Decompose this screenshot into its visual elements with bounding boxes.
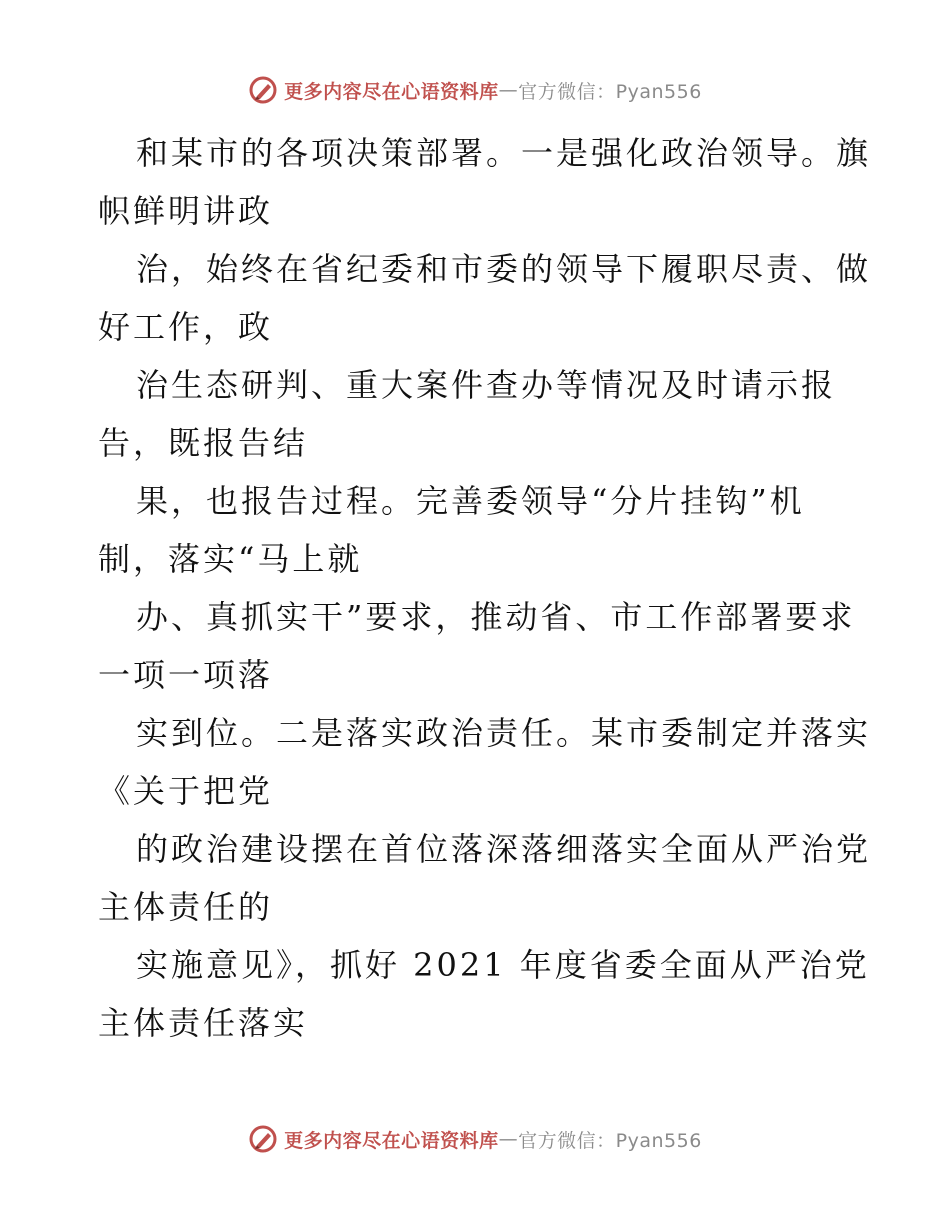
header-watermark	[0, 70, 950, 110]
text-line-continuation: 告，既报告结	[98, 424, 309, 462]
text-line: 和某市的各项决策部署。一是强化政治领导。旗	[136, 134, 872, 172]
pen-circle-icon	[248, 75, 278, 105]
text-line: 治生态研判、重大案件查办等情况及时请示报	[136, 366, 837, 404]
watermark-brand-text: 更多内容尽在心语资料库	[284, 1129, 499, 1152]
watermark-contact-text: 官方微信：Pyan556	[518, 80, 702, 103]
watermark-contact-text: 官方微信：Pyan556	[518, 1129, 702, 1152]
text-line-continuation: 好工作，政	[98, 308, 274, 346]
pen-circle-icon	[248, 1124, 278, 1154]
text-line: 办、真抓实干”要求，推动省、市工作部署要求	[136, 598, 856, 636]
text-line-continuation: 《关于把党	[98, 772, 274, 810]
text-line: 治，始终在省纪委和市委的领导下履职尽责、做	[136, 250, 872, 288]
text-line-continuation: 帜鲜明讲政	[98, 192, 274, 230]
document-body	[98, 124, 872, 1052]
text-line: 实施意见》，抓好 2021 年度省委全面从严治党	[136, 946, 870, 984]
watermark-dash: —	[498, 1128, 519, 1150]
text-line-continuation: 一项一项落	[98, 656, 274, 694]
footer-watermark	[0, 1119, 950, 1159]
text-line: 实到位。二是落实政治责任。某市委制定并落实	[136, 714, 872, 752]
watermark-brand-text: 更多内容尽在心语资料库	[284, 80, 499, 103]
text-line: 果，也报告过程。完善委领导“分片挂钩”机	[136, 482, 805, 520]
text-line-continuation: 制，落实“马上就	[98, 540, 363, 578]
watermark-dash: —	[498, 79, 519, 101]
text-line: 的政治建设摆在首位落深落细落实全面从严治党	[136, 830, 872, 868]
text-line-continuation: 主体责任的	[98, 888, 274, 926]
text-line-continuation: 主体责任落实	[98, 1004, 309, 1042]
